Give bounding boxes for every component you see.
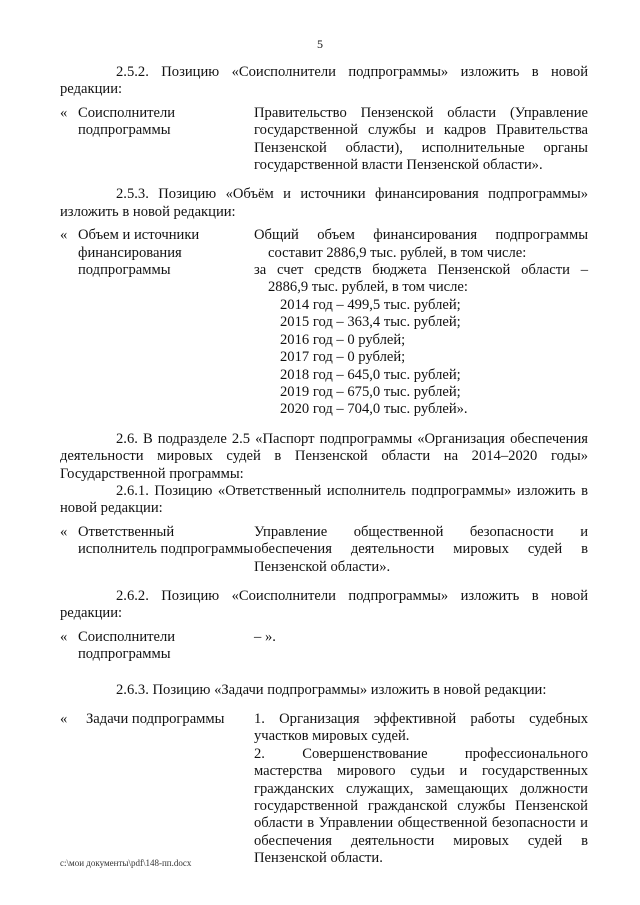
co-executors-row-2 (60, 629, 588, 664)
open-quote: « (60, 628, 68, 645)
row-value (254, 629, 588, 664)
open-quote: « (60, 523, 68, 540)
row-value-text: Управление общественной безопасности и обеспечения деятельности мировых судей в Пензенской области». (254, 523, 588, 575)
section-2-5-2-title: 2.5.2. Позицию «Соисполнители подпрограммы» изложить в новой редакции: (60, 64, 588, 98)
row-value (254, 524, 588, 576)
funding-year: 2019 год – 675,0 тыс. рублей; (280, 383, 461, 400)
open-quote: « (60, 104, 68, 121)
section-2-6-2-title: 2.6.2. Позицию «Соисполнители подпрограммы» изложить в новой редакции: (60, 587, 588, 622)
funding-year: 2020 год – 704,0 тыс. рублей». (280, 401, 468, 418)
funding-year: 2017 год – 0 рублей; (280, 349, 406, 366)
row-label: Соисполнители подпрограммы (78, 104, 176, 139)
row-label: Соисполнители подпрограммы (78, 628, 176, 663)
row-value (254, 105, 588, 175)
open-quote: « (60, 711, 68, 727)
row-value (254, 711, 588, 868)
row-label: Объем и источники финансирования подпрограммы (78, 227, 200, 279)
open-quote: « (60, 227, 68, 244)
task-item-1: 1. Организация эффективной работы судебных участков мировых судей. (254, 711, 588, 745)
responsible-executor-row (60, 524, 588, 576)
funding-year: 2018 год – 645,0 тыс. рублей; (280, 366, 461, 383)
row-value-text: Правительство Пензенской области (Управление государственной службы и кадров Правительства Пензенской области), исполнительные органы государственной власти Пензенской области». (254, 104, 588, 174)
funding-year: 2016 год – 0 рублей; (280, 331, 406, 348)
funding-year: 2014 год – 499,5 тыс. рублей; (280, 296, 461, 313)
section-2-6-3-title: 2.6.3. Позицию «Задачи подпрограммы» изложить в новой редакции: (116, 681, 547, 698)
co-executors-row (60, 105, 588, 175)
funding-regional: за счет средств бюджета Пензенской области – 2886,9 тыс. рублей, в том числе: (254, 262, 588, 296)
funding-total: Общий объем финансирования подпрограммы составит 2886,9 тыс. рублей, в том числе: (254, 227, 588, 261)
row-value (254, 227, 588, 418)
document-body (60, 64, 588, 868)
row-label: Задачи подпрограммы (86, 711, 225, 727)
file-path-footer: c:\мои документы\pdf\148-пп.docx (60, 858, 192, 868)
tasks-row (60, 711, 588, 868)
section-2-5-3-title: 2.5.3. Позицию «Объём и источники финансирования подпрограммы» изложить в новой редакции: (60, 186, 588, 220)
row-label: Ответственный исполнитель подпрограммы (78, 523, 254, 558)
funding-row (60, 227, 588, 418)
funding-year: 2015 год – 363,4 тыс. рублей; (280, 314, 461, 331)
section-2-6-title: 2.6. В подразделе 2.5 «Паспорт подпрограммы «Организация обеспечения деятельности мировых судей в Пензенской области на 2014–2020 годы» Государственной программы: (60, 430, 588, 482)
row-value-text: – ». (254, 628, 276, 645)
task-item-2: 2. Совершенствование профессионального мастерства мирового судьи и государственных гражданских служащих, замещающих должности государственной гражданской службы Пензенской области в Управлении общественной безопасности и обеспечения деятельности мировых судей в Пензенской области. (254, 745, 588, 867)
page-number: 5 (317, 37, 323, 51)
section-2-6-1-title: 2.6.1. Позицию «Ответственный исполнитель подпрограммы» изложить в новой редакции: (60, 482, 588, 517)
